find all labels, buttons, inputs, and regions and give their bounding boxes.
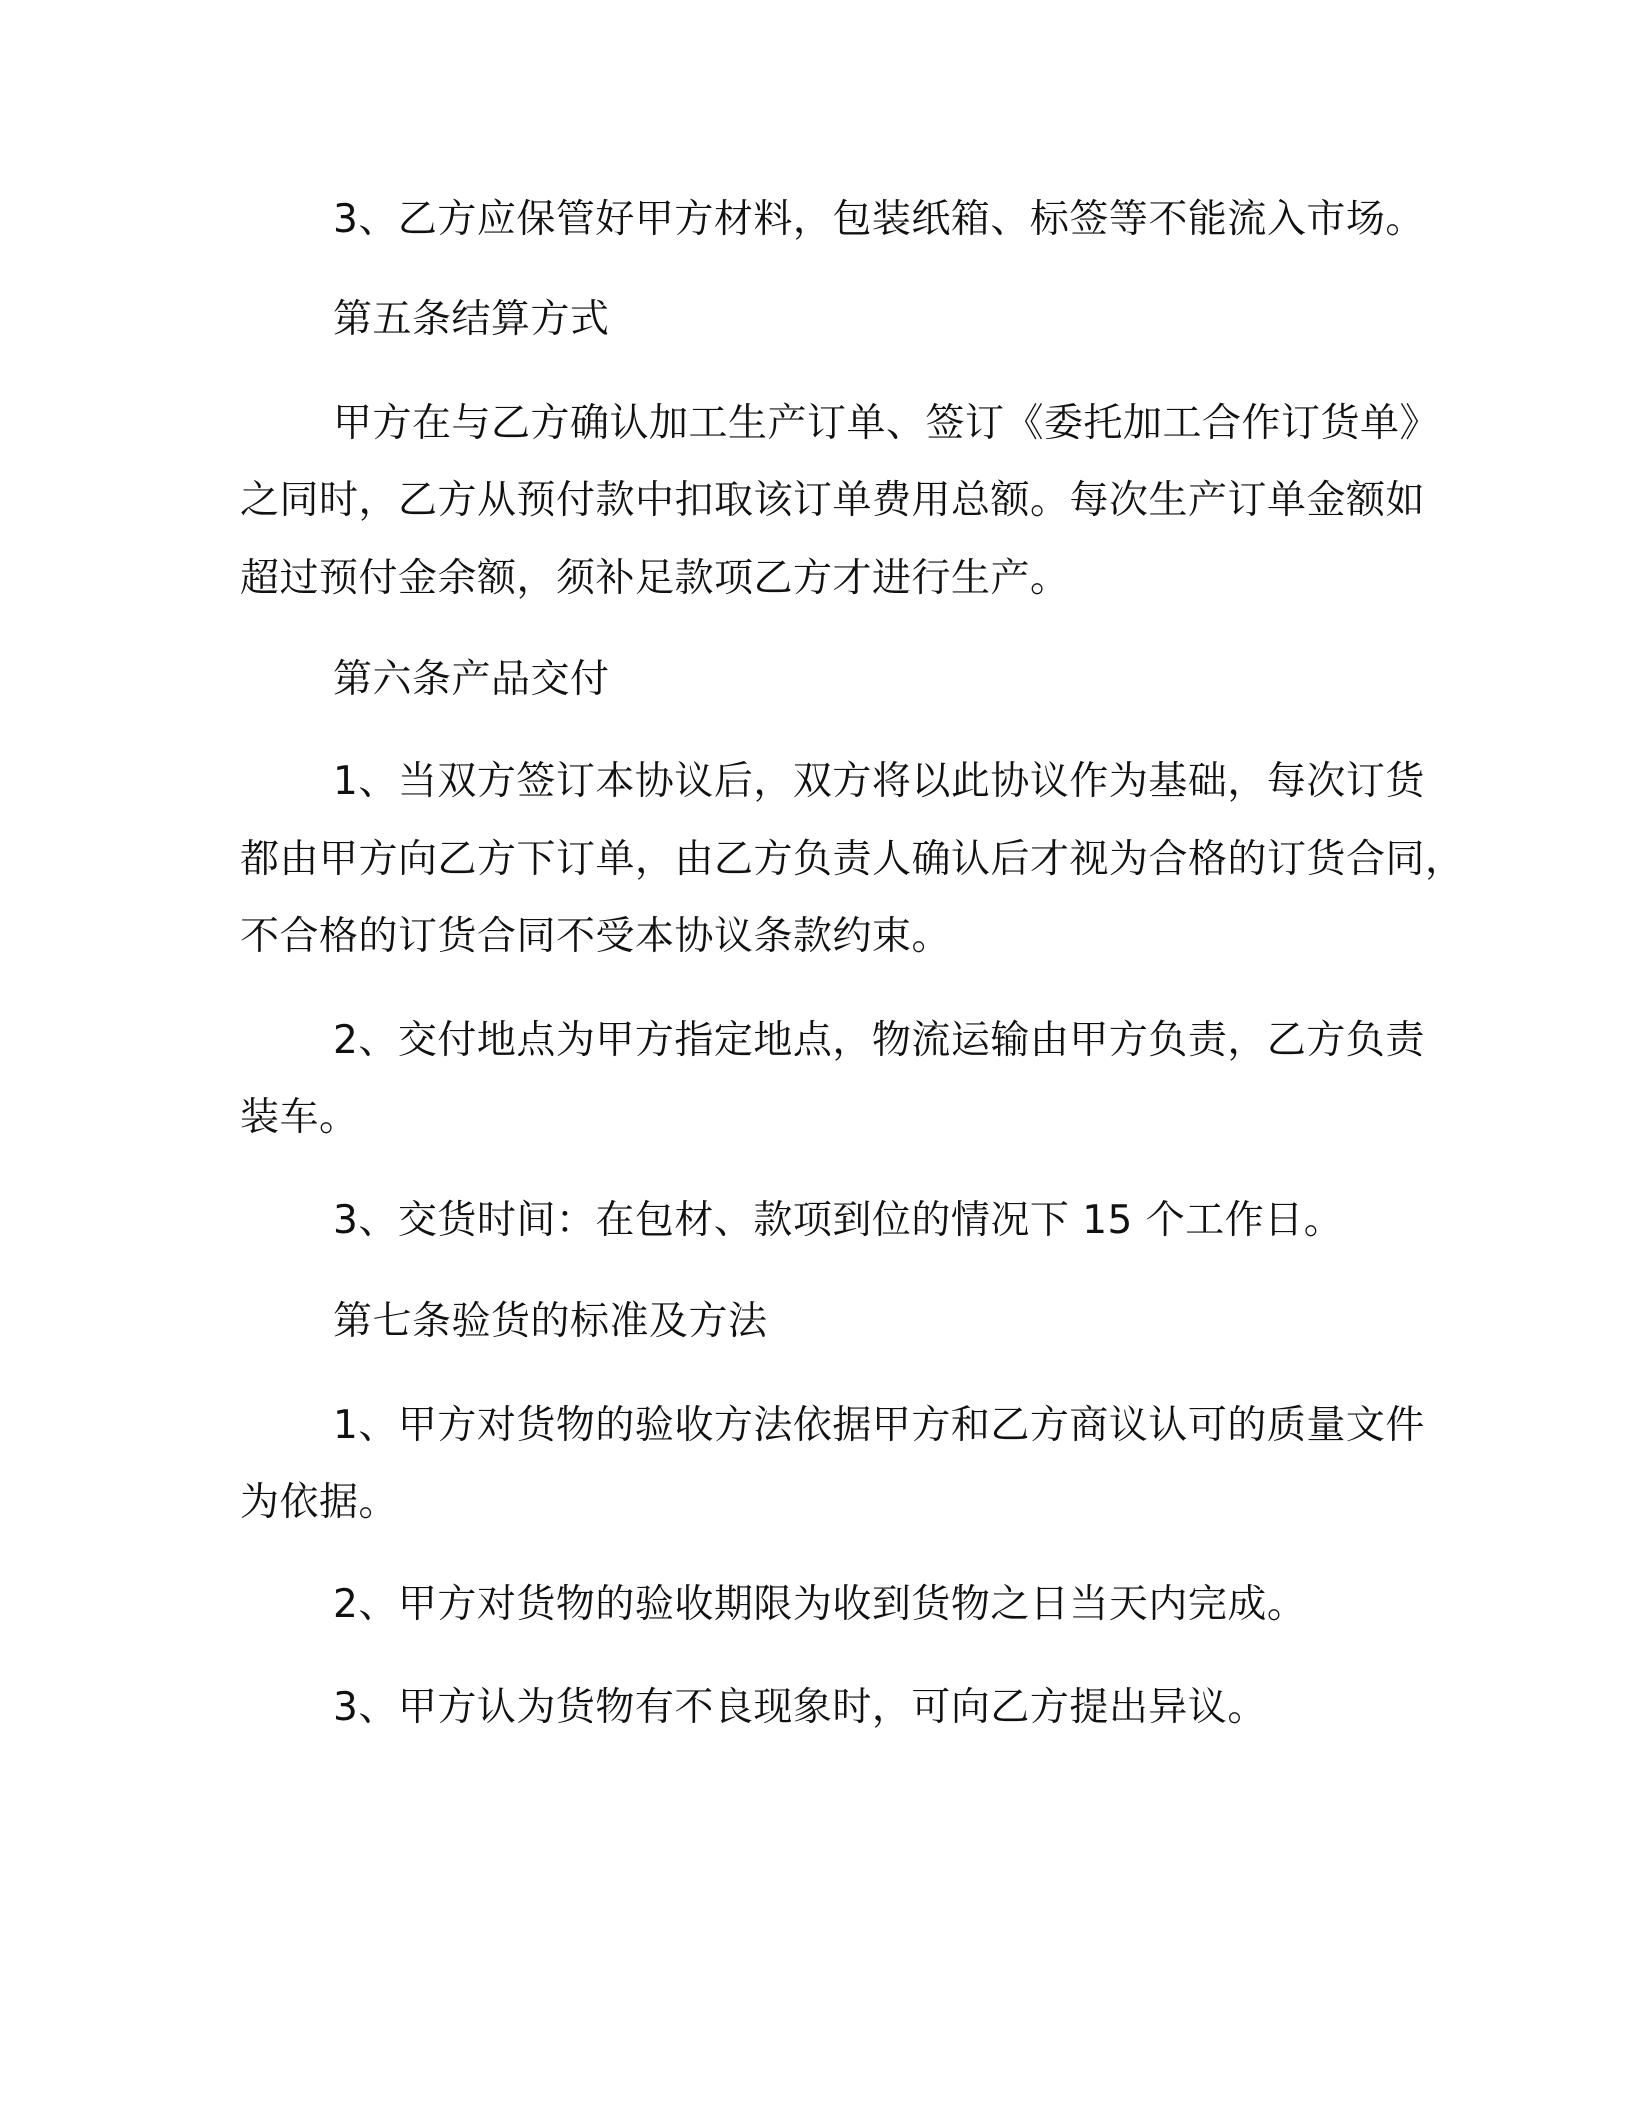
section-7-item-1-line-2: 为依据。 [240, 1480, 399, 1525]
section-6-item-3: 3、交货时间：在包材、款项到位的情况下 15 个工作日。 [333, 1198, 1344, 1243]
section-5-heading: 第五条结算方式 [333, 297, 610, 342]
section-7-item-1-line-1: 1、甲方对货物的验收方法依据甲方和乙方商议认可的质量文件 [333, 1403, 1425, 1448]
section-6-item-1-line-2: 都由甲方向乙方下订单，由乙方负责人确认后才视为合格的订货合同， [240, 837, 1465, 882]
section-5-para-line-1: 甲方在与乙方确认加工生产订单、签订《委托加工合作订货单》 [333, 401, 1440, 446]
section-6-heading: 第六条产品交付 [333, 657, 610, 702]
section-5-para-line-3: 超过预付金余额，须补足款项乙方才进行生产。 [240, 556, 1070, 601]
clause-4-item-3: 3、乙方应保管好甲方材料，包装纸箱、标签等不能流入市场。 [333, 197, 1425, 242]
section-7-heading: 第七条验货的标准及方法 [333, 1299, 768, 1344]
section-6-item-1-line-3: 不合格的订货合同不受本协议条款约束。 [240, 914, 952, 959]
section-5-para-line-2: 之同时，乙方从预付款中扣取该订单费用总额。每次生产订单金额如 [240, 478, 1426, 523]
section-6-item-2-line-1: 2、交付地点为甲方指定地点，物流运输由甲方负责，乙方负责 [333, 1018, 1425, 1063]
section-7-item-2: 2、甲方对货物的验收期限为收到货物之日当天内完成。 [333, 1582, 1307, 1627]
section-6-item-1-line-1: 1、当双方签订本协议后，双方将以此协议作为基础，每次订货 [333, 759, 1425, 804]
section-7-item-3: 3、甲方认为货物有不良现象时，可向乙方提出异议。 [333, 1685, 1267, 1730]
section-6-item-2-line-2: 装车。 [240, 1095, 359, 1140]
